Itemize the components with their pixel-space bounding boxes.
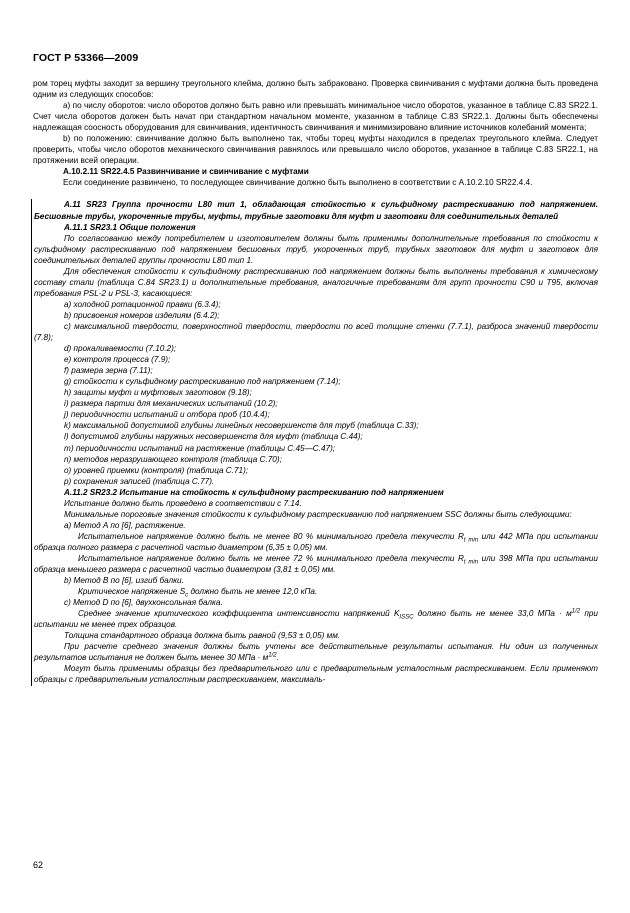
list-item: e) контроля процесса (7.9);	[64, 355, 171, 365]
paragraph: Для обеспечения стойкости к сульфидному растрескиванию под напряжением должны быть выполнены требования к химическому составу стали (таблица C.84 SR23.1) и дополнительные требования, аналогичные требованиям для групп прочности C90 и T95, включая требования PSL-2 и PSL-3, касающиеся:	[34, 266, 598, 298]
list-item: k) максимальной допустимой глубины линейных несовершенств для труб (таблица C.33);	[64, 421, 419, 431]
list-item: a) холодной ротационной правки (6.3.4);	[64, 299, 221, 309]
subsection-heading: A.11.2 SR23.2 Испытание на стойкость к сульфидному растрескиванию под напряжением	[64, 487, 444, 497]
page-content	[33, 78, 598, 686]
paragraph: Могут быть применимы образцы без предварительного или с предварительным усталостным растрескиванием. Если применяют образцы с предварительным усталостным растрескиванием, максималь-	[34, 664, 598, 685]
list-item: a) по числу оборотов: число оборотов должно быть равно или превышать минимальное число оборотов, указанное в таблице C.83 SR22.1. Счет числа оборотов должен быть начат при стандартном начальном моменте, указанном в таблице C.83 SR22.1. Должны быть обеспечены надлежащая соосность оборудования для свинчивания, идентичность свинчивания и минимизировано влияние источников колебаний момента;	[33, 101, 598, 133]
paragraph: Минимальные пороговые значения стойкости к сульфидному растрескиванию под напряжением SSC должны быть следующими:	[64, 509, 572, 519]
change-marked-section	[31, 199, 598, 685]
list-item: o) уровней приемки (контроля) (таблица C.71);	[64, 465, 249, 475]
paragraph: При расчете среднего значения должны быть учтены все действительные результаты испытания. Ни один из полученных результатов испытания не должен быть менее 30 МПа · $м^{1/2}$.	[34, 642, 598, 663]
page-number: 62	[33, 860, 44, 870]
list-item: c) максимальной твердости, поверхностной твердости, твердости по всей толщине стенки (7.7.1), разброса значений твердости (7.8);	[34, 321, 598, 343]
list-item: n) методов неразрушающего контроля (таблица C.70);	[64, 454, 282, 464]
paragraph: ром торец муфты заходит за вершину треугольного клейма, должно быть забраковано. Проверка свинчивания с муфтами должна быть проведена одним из следующих способов:	[33, 79, 598, 100]
document-header: ГОСТ Р 53366—2009	[33, 52, 139, 64]
list-item: b) присвоения номеров изделиям (6.4.2);	[64, 310, 220, 320]
method-b: b) Метод B по [6], изгиб балки.	[64, 576, 184, 586]
list-item: p) сохранения записей (таблица C.77).	[64, 476, 215, 486]
method-d: c) Метод D по [6], двухконсольная балка.	[64, 598, 223, 608]
paragraph: Если соединение развинчено, то последующее свинчивание должно быть выполнено в соответствии с A.10.2.10 SR22.4.4.	[63, 178, 533, 188]
subsection-heading: A.10.2.11 SR22.4.5 Развинчивание и свинчивание с муфтами	[63, 167, 309, 177]
section-heading: A.11 SR23 Группа прочности L80 тип 1, обладающая стойкостью к сульфидному растрескиванию под напряжением. Бесшовные трубы, укороченные трубы, муфты, трубные заготовки для муфт и заготовки для соединительных деталей	[34, 200, 598, 221]
list-item: l) допустимой глубины наружных несовершенств для муфт (таблица C.44);	[64, 432, 363, 442]
paragraph: По согласованию между потребителем и изготовителем должны быть применимы дополнительные требования по стойкости к сульфидному растрескиванию под напряжением бесшовных труб, укороченных труб, трубных заготовок для муфт и заготовок для соединительных деталей группы прочности L80 тип 1.	[34, 233, 598, 265]
paragraph: Толщина стандартного образца должна быть равной (9,53 ± 0,05) мм.	[64, 631, 341, 641]
paragraph: Критическое напряжение $S_c$ должно быть не менее 12,0 кПа.	[78, 587, 318, 599]
paragraph: Среднее значение критического коэффициента интенсивности напряжений $K_{ISSC}$ должно быть не менее 33,0 МПа · $м^{1/2}$ при испытании не менее трех образцов.	[34, 608, 598, 630]
list-item: h) защиты муфт и муфтовых заготовок (9.18);	[64, 388, 252, 398]
method-a: a) Метод A по [6], растяжение.	[64, 520, 186, 530]
list-item: b) по положению: свинчивание должно быть выполнено так, чтобы торец муфты находился в пределах треугольного клейма. Следует проверить, чтобы число оборотов механического свинчивания равнялось или превышало число оборотов, указанное в таблице C.83 SR22.1, на протяжении всей операции.	[33, 134, 598, 166]
paragraph: Испытательное напряжение должно быть не менее 80 % минимального предела текучести $R_{t min}$ или 442 МПа при испытании образца полного размера с расчетной частью диаметром (6,35 ± 0,05) мм.	[34, 531, 598, 552]
list-item: d) прокаливаемости (7.10.2);	[64, 344, 177, 354]
list-item: g) стойкости к сульфидному растрескиванию под напряжением (7.14);	[64, 377, 341, 387]
list-item: m) периодичности испытаний на растяжение (таблицы C.45—C.47);	[64, 443, 336, 453]
list-item: j) периодичности испытаний и отбора проб (10.4.4);	[64, 410, 270, 420]
paragraph: Испытательное напряжение должно быть не менее 72 % минимального предела текучести $R_{t min}$ или 398 МПа при испытании образца меньшего размера с расчетной частью диаметром (3,81 ± 0,05) мм.	[34, 553, 598, 575]
paragraph: Испытание должно быть проведено в соответствии с 7.14.	[64, 498, 302, 508]
list-item: f) размера зерна (7.11);	[64, 366, 153, 376]
subsection-heading: A.11.1 SR23.1 Общие положения	[64, 222, 196, 232]
list-item: i) размера партии для механических испытаний (10.2);	[64, 399, 278, 409]
